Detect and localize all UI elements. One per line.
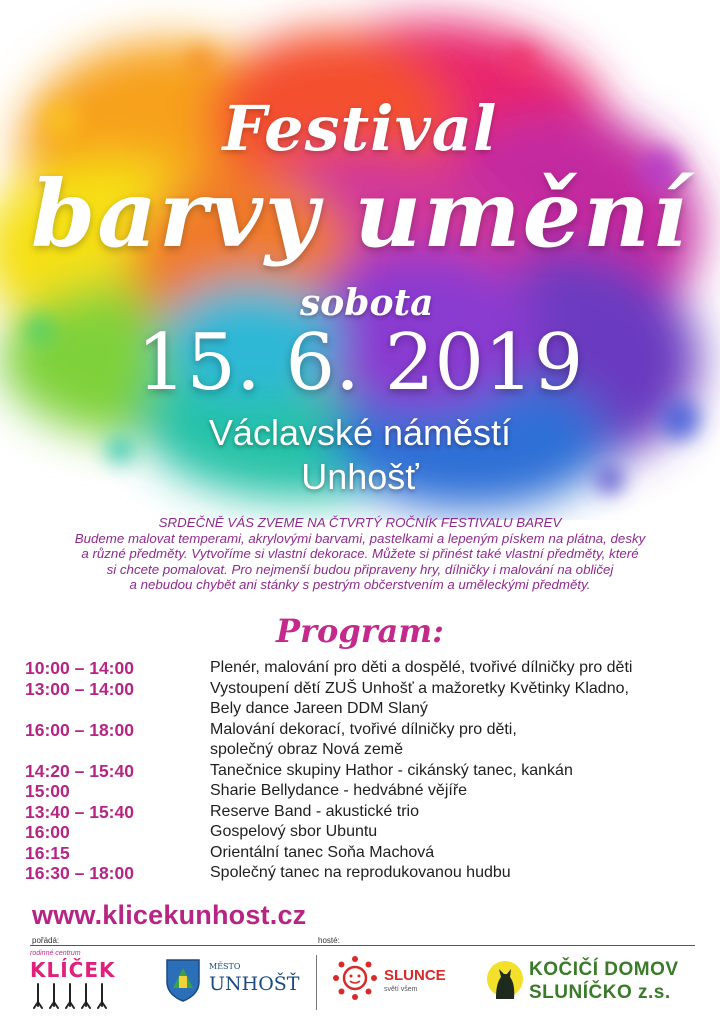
schedule-desc-line: Malování dekorací, tvořivé dílničky pro děti, [210,720,517,738]
intro-line: a různé předměty. Vytvoříme si vlastní dekorace. Můžete si přinést také vlastní předměty, které [81,546,639,561]
schedule-time: 16:00 – 18:00 [25,719,134,740]
logo-separator [316,955,317,1010]
schedule-desc-line: Orientální tanec Soňa Machová [210,843,435,861]
schedule-desc-line: Reserve Band - akustické trio [210,802,419,820]
invite-headline: SRDEČNĚ VÁS ZVEME NA ČTVRTÝ ROČNÍK FESTIVALU BAREV [158,515,562,530]
schedule-desc [210,843,705,864]
schedule-desc-line: Bely dance Jareen DDM Slaný [210,700,428,717]
schedule-desc-line: Plenér, malování pro děti a dospělé, tvořivé dílničky pro děti [210,659,633,676]
schedule-desc [210,802,705,823]
event-venue: Václavské náměstí [208,412,512,453]
website-link[interactable]: www.klicekunhost.cz [32,900,307,930]
schedule-time: 16:00 [25,822,70,842]
cat-icon [485,957,525,1005]
schedule-row [25,720,705,761]
schedule-time: 14:20 – 15:40 [25,760,134,781]
schedule-row [25,802,705,823]
event-day: sobota [300,282,434,324]
klicek-logo-name: KLÍČEK [30,958,116,982]
mesto-unhost-logo [165,958,300,1006]
klicek-figures-icon [30,982,120,1010]
schedule-time: 13:00 – 14:00 [25,678,134,699]
mesto-label: MĚSTO [209,962,241,971]
schedule-desc-line: společný obraz Nová země [210,741,403,758]
klicek-logo [30,950,125,1012]
schedule-time: 10:00 – 14:00 [25,658,134,678]
schedule-desc-line: Gospelový sbor Ubuntu [210,823,378,840]
slunce-label: SLUNCE [384,967,446,984]
schedule-row [25,843,705,864]
schedule-row [25,863,705,884]
unhost-label: UNHOŠŤ [209,973,300,995]
slunicko-label: SLUNÍČKO z.s. [529,982,671,1003]
schedule-desc [210,679,705,720]
schedule-time: 15:00 [25,781,70,801]
schedule-time: 16:15 [25,842,70,863]
schedule-desc [210,863,705,884]
festival-title-main: barvy umění [31,160,689,268]
schedule-desc [210,781,705,802]
schedule-desc [210,761,705,782]
schedule-row [25,761,705,782]
schedule-desc [210,658,705,679]
schedule-row [25,658,705,679]
klicek-logo-subtitle: rodinné centrum [30,950,81,957]
schedule-desc-line: Společný tanec na reprodukovanou hudbu [210,864,511,881]
festival-title: Festival [222,92,498,165]
organizer-label: pořádá: [32,936,60,945]
schedule-desc-line: Tanečnice skupiny Hathor - cikánský tanec, kankán [210,761,573,779]
program-schedule [25,658,705,884]
intro-text [10,515,710,593]
schedule-time: 16:30 – 18:00 [25,863,134,883]
kocici-domov-logo [485,955,710,1010]
schedule-desc [210,822,705,843]
unhost-coat-of-arms-icon [165,958,201,1002]
schedule-time: 13:40 – 15:40 [25,801,134,822]
intro-line: a nebudou chybět ani stánky s pestrým občerstvením a uměleckými předměty. [129,577,591,592]
guests-label: hosté: [318,936,340,945]
schedule-desc [210,720,705,761]
schedule-desc-line: Sharie Bellydance - hedvábné vějíře [210,782,468,799]
slunce-sublabel: světí všem [384,986,418,993]
sun-icon [332,955,378,1001]
event-town: Unhošť [301,456,419,497]
intro-line: Budeme malovat temperami, akrylovými barvami, pastelkami a lepeným pískem na plátna, desky [74,530,646,546]
event-date: 15. 6. 2019 [136,318,584,408]
footer-divider [30,945,695,946]
schedule-row [25,781,705,802]
program-heading: Program: [276,612,444,650]
kocici-domov-label: KOČIČÍ DOMOV [529,959,679,980]
slunce-logo [332,955,462,1005]
schedule-row [25,822,705,843]
schedule-row [25,679,705,720]
schedule-desc-line: Vystoupení dětí ZUŠ Unhošť a mažoretky Květinky Kladno, [210,679,629,697]
intro-line: si chcete pomalovat. Pro nejmenší budou připraveny hry, dílničky i malování na obličej [106,561,614,577]
